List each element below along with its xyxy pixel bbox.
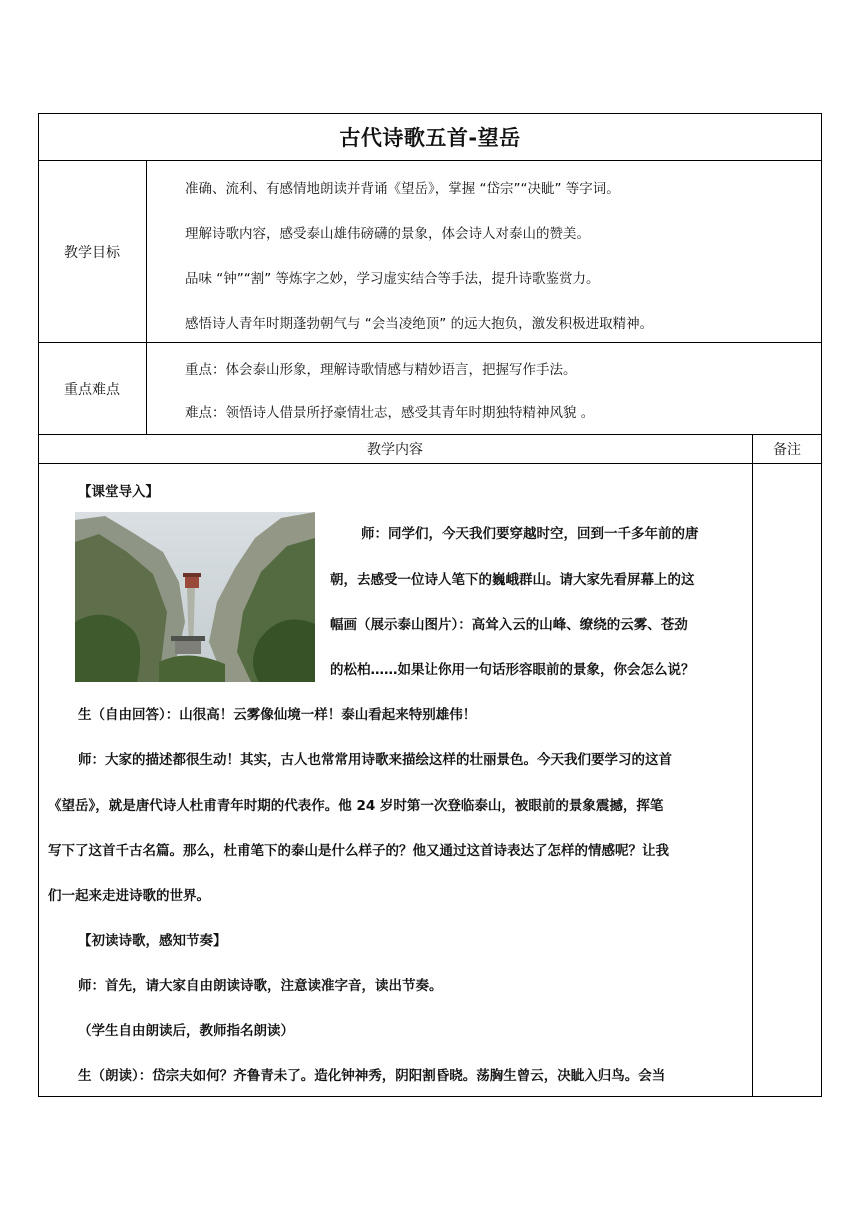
teacher-paragraph-line: 写下了这首千古名篇。那么，杜甫笔下的泰山是什么样子的？他又通过这首诗表达了怎样的情感呢？让我 bbox=[48, 843, 669, 859]
taishan-photo bbox=[75, 512, 315, 682]
key-points-label: 重点难点 bbox=[64, 381, 120, 398]
content-column-header: 教学内容 bbox=[367, 442, 423, 458]
teacher-paragraph-line: 《望岳》，就是唐代诗人杜甫青年时期的代表作。他 24 岁时第一次登临泰山，被眼前的景象震撼，挥笔 bbox=[48, 798, 664, 814]
intro-heading: 【课堂导入】 bbox=[78, 484, 159, 500]
notes-column bbox=[753, 464, 821, 1096]
objective-item: 理解诗歌内容，感受泰山雄伟磅礴的景象，体会诗人对泰山的赞美。 bbox=[185, 226, 590, 242]
document-title: 古代诗歌五首-望岳 bbox=[339, 125, 521, 150]
teacher-intro-line: 的松柏……如果让你用一句话形容眼前的景象，你会怎么说？ bbox=[330, 662, 695, 678]
objective-item: 准确、流利、有感情地朗读并背诵《望岳》，掌握 “岱宗”“决眦” 等字词。 bbox=[185, 181, 620, 197]
key-point-item: 重点：体会泰山形象，理解诗歌情感与精妙语言，把握写作手法。 bbox=[185, 362, 577, 378]
lesson-plan-table bbox=[38, 113, 822, 1097]
reading-heading: 【初读诗歌，感知节奏】 bbox=[78, 933, 227, 949]
objectives-label: 教学目标 bbox=[64, 244, 120, 261]
lesson-content bbox=[38, 464, 752, 1097]
stage-direction: （学生自由朗读后，教师指名朗读） bbox=[78, 1023, 294, 1039]
student-answer: 生（自由回答）：山很高！云雾像仙境一样！泰山看起来特别雄伟！ bbox=[78, 707, 477, 723]
teacher-intro-line: 朝，去感受一位诗人笔下的巍峨群山。请大家先看屏幕上的这 bbox=[330, 572, 695, 588]
objective-item: 感悟诗人青年时期蓬勃朝气与 “会当凌绝顶” 的远大抱负，激发积极进取精神。 bbox=[185, 316, 654, 332]
difficult-point-item: 难点：领悟诗人借景所抒豪情壮志，感受其青年时期独特精神风貌 。 bbox=[185, 405, 595, 421]
teacher-intro-line: 师：同学们，今天我们要穿越时空，回到一千多年前的唐 bbox=[361, 526, 699, 542]
student-reading: 生（朗读）：岱宗夫如何？齐鲁青未了。造化钟神秀，阴阳割昏晓。荡胸生曾云，决眦入归鸟。会当 bbox=[78, 1068, 666, 1084]
notes-column-header: 备注 bbox=[773, 442, 801, 458]
teacher-paragraph-line: 师：大家的描述都很生动！其实，古人也常常用诗歌来描绘这样的壮丽景色。今天我们要学习的这首 bbox=[78, 752, 672, 768]
teacher-paragraph-line: 们一起来走进诗歌的世界。 bbox=[48, 888, 210, 904]
teacher-intro-line: 幅画（展示泰山图片）：高耸入云的山峰、缭绕的云雾、苍劲 bbox=[330, 617, 688, 633]
objective-item: 品味 “钟”“割” 等炼字之妙，学习虚实结合等手法，提升诗歌鉴赏力。 bbox=[185, 271, 600, 287]
teacher-reading-instruction: 师：首先，请大家自由朗读诗歌，注意读准字音，读出节奏。 bbox=[78, 978, 443, 994]
